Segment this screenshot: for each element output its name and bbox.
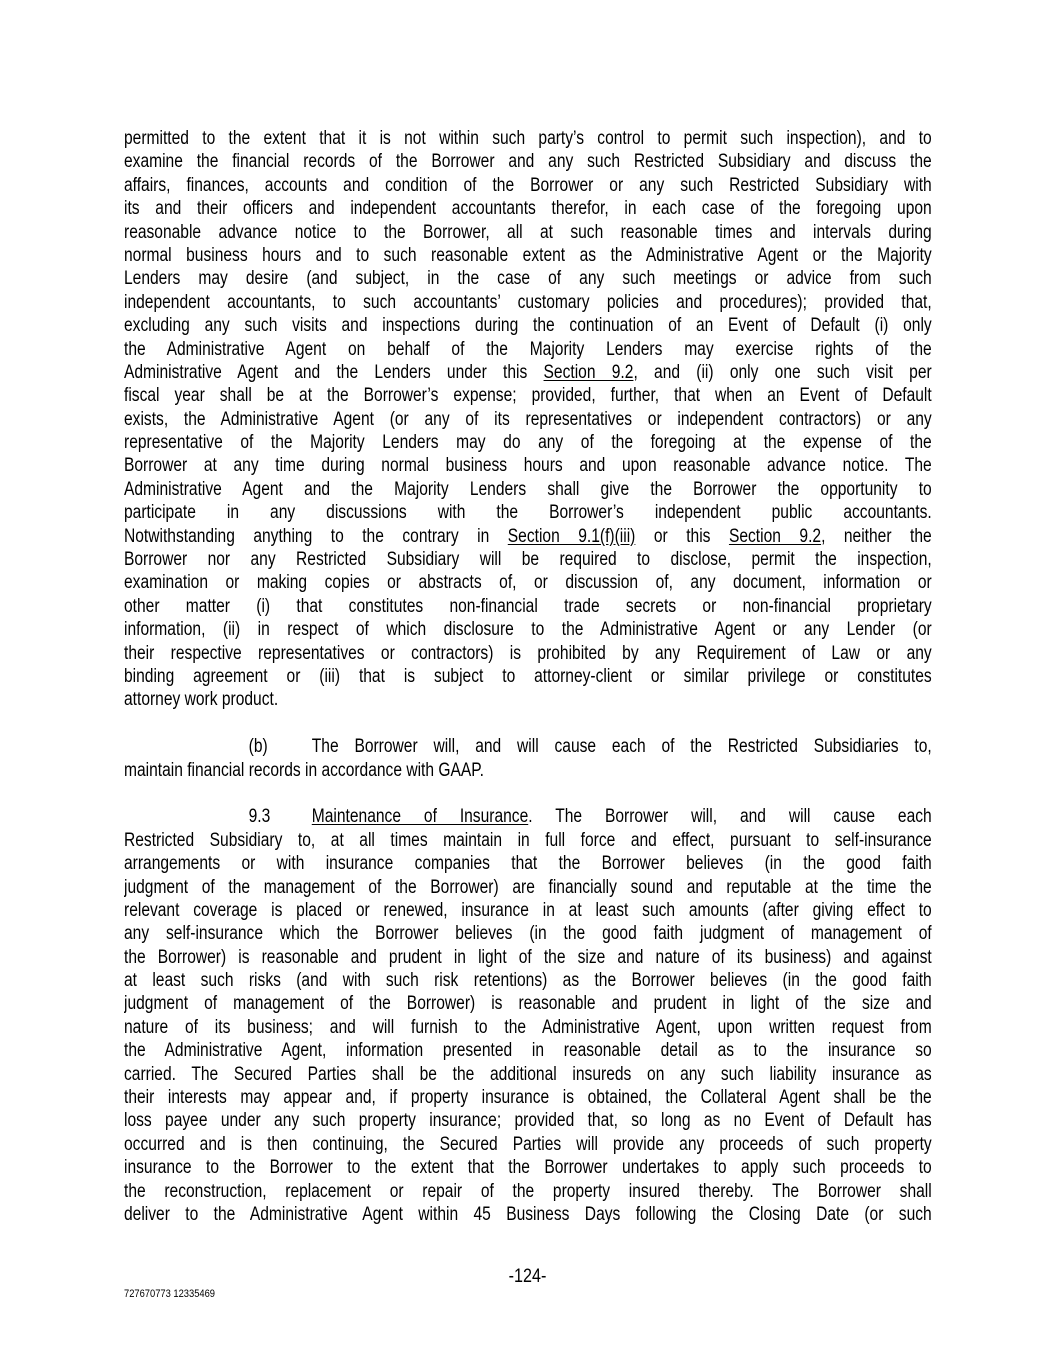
- text-segment: The Borrower will, and will cause each of the Restricted Subsidiaries to,: [311, 736, 932, 758]
- text-segment: or this: [635, 525, 729, 547]
- page-number: -124-: [508, 1266, 547, 1287]
- text-line: deliver to the Administrative Agent within 45 Business Days following the Closing Date (or such: [124, 1203, 932, 1225]
- text-line: their respective representatives or contractors) is prohibited by any Requirement of Law or any: [124, 642, 932, 664]
- text-line: its and their officers and independent accountants therefor, in each case of the foregoing upon: [124, 198, 932, 220]
- text-segment: , and (ii) only one such visit per: [633, 361, 932, 383]
- text-line: Lenders may desire (and subject, in the case of any such meetings or advice from such: [124, 268, 932, 290]
- text-line: information, (ii) in respect of which disclosure to the Administrative Agent or any Lender (or: [124, 619, 932, 641]
- text-line: [124, 525, 932, 548]
- text-line: at least such risks (and with such risk retentions) as the Borrower believes (in the good faith: [124, 970, 932, 992]
- text-line: Restricted Subsidiary to, at all times maintain in full force and effect, pursuant to self-insurance: [124, 829, 932, 851]
- text-line: examine the financial records of the Borrower and any such Restricted Subsidiary and discuss the: [124, 151, 932, 173]
- paragraph: [124, 127, 932, 712]
- text-line: judgment of the management of the Borrower) are financially sound and reputable at the time the: [124, 876, 932, 898]
- text-line: fiscal year shall be at the Borrower’s expense; provided, further, that when an Event of Default: [124, 385, 932, 407]
- text-line: occurred and is then continuing, the Secured Parties will provide any proceeds of such property: [124, 1133, 932, 1155]
- text-line: nature of its business; and will furnish to the Administrative Agent, upon written request from: [124, 1016, 932, 1038]
- text-line: representative of the Majority Lenders may do any of the foregoing at the expense of the: [124, 432, 932, 454]
- text-line: arrangements or with insurance companies that the Borrower believes (in the good faith: [124, 853, 932, 875]
- text-segment: . The Borrower will, and will cause each: [528, 806, 932, 828]
- text-line: any self-insurance which the Borrower believes (in the good faith judgment of management of: [124, 923, 932, 945]
- text-line: their interests may appear and, if property insurance is obtained, the Collateral Agent shall be the: [124, 1087, 932, 1109]
- paragraph: [124, 805, 932, 1226]
- text-line: [124, 735, 932, 758]
- text-segment: , neither the: [821, 525, 932, 547]
- text-line: insurance to the Borrower to the extent that the Borrower undertakes to apply such proceeds to: [124, 1157, 932, 1179]
- text-line: affairs, finances, accounts and condition of the Borrower or any such Restricted Subsidiary with: [124, 174, 932, 196]
- text-line: excluding any such visits and inspections during the continuation of an Event of Default (i) only: [124, 315, 932, 337]
- document-id: 727670773 12335469: [124, 1288, 216, 1300]
- text-line: binding agreement or (iii) that is subject to attorney-client or similar privilege or constitutes: [124, 665, 932, 687]
- text-line: other matter (i) that constitutes non-financial trade secrets or non-financial proprietary: [124, 595, 932, 617]
- text-line: the reconstruction, replacement or repair of the property insured thereby. The Borrower shall: [124, 1180, 932, 1202]
- text-line: [124, 805, 932, 828]
- text-line: judgment of management of the Borrower) is reasonable and prudent in light of the size and: [124, 993, 932, 1015]
- section-reference: Section 9.1(f)(iii): [507, 525, 636, 547]
- paragraph: [124, 735, 932, 782]
- section-number: (b): [248, 736, 268, 758]
- text-line: participate in any discussions with the Borrower’s independent public accountants.: [124, 502, 932, 524]
- text-line: reasonable advance notice to the Borrower, all at such reasonable times and intervals during: [124, 221, 932, 243]
- text-line: loss payee under any such property insurance; provided that, so long as no Event of Default has: [124, 1110, 932, 1132]
- text-line: attorney work product.: [124, 689, 279, 711]
- text-line: Borrower nor any Restricted Subsidiary will be required to disclose, permit the inspection,: [124, 549, 932, 571]
- text-line: [124, 361, 932, 384]
- text-line: normal business hours and to such reasonable extent as the Administrative Agent or the Majority: [124, 244, 932, 266]
- section-number: 9.3: [248, 806, 271, 828]
- text-line: independent accountants, to such accountants’ customary policies and procedures); provided that,: [124, 291, 932, 313]
- text-line: exists, the Administrative Agent (or any of its representatives or independent contractors) or any: [124, 408, 932, 430]
- text-segment: Administrative Agent and the Lenders under this: [124, 361, 544, 383]
- text-line: maintain financial records in accordance with GAAP.: [124, 759, 484, 781]
- text-line: permitted to the extent that it is not within such party’s control to permit such inspection), and to: [124, 128, 932, 149]
- text-segment: Notwithstanding anything to the contrary in: [124, 525, 508, 547]
- text-line: the Administrative Agent, information presented in reasonable detail as to the insurance so: [124, 1040, 932, 1062]
- text-line: carried. The Secured Parties shall be the additional insureds on any such liability insurance as: [124, 1063, 932, 1085]
- text-line: the Administrative Agent on behalf of the Majority Lenders may exercise rights of the: [124, 338, 932, 360]
- text-line: relevant coverage is placed or renewed, insurance in at least such amounts (after giving effect to: [124, 899, 932, 921]
- text-line: the Borrower) is reasonable and prudent in light of the size and nature of its business) and against: [124, 946, 932, 968]
- section-reference: Maintenance of Insurance: [311, 806, 529, 828]
- document-body: [124, 127, 932, 1250]
- section-reference: Section 9.2: [543, 361, 634, 383]
- text-line: Borrower at any time during normal business hours and upon reasonable advance notice. The: [124, 455, 932, 477]
- section-reference: Section 9.2: [728, 525, 822, 547]
- text-line: Administrative Agent and the Majority Lenders shall give the Borrower the opportunity to: [124, 478, 932, 500]
- text-line: examination or making copies or abstracts of, or discussion of, any document, information or: [124, 572, 932, 594]
